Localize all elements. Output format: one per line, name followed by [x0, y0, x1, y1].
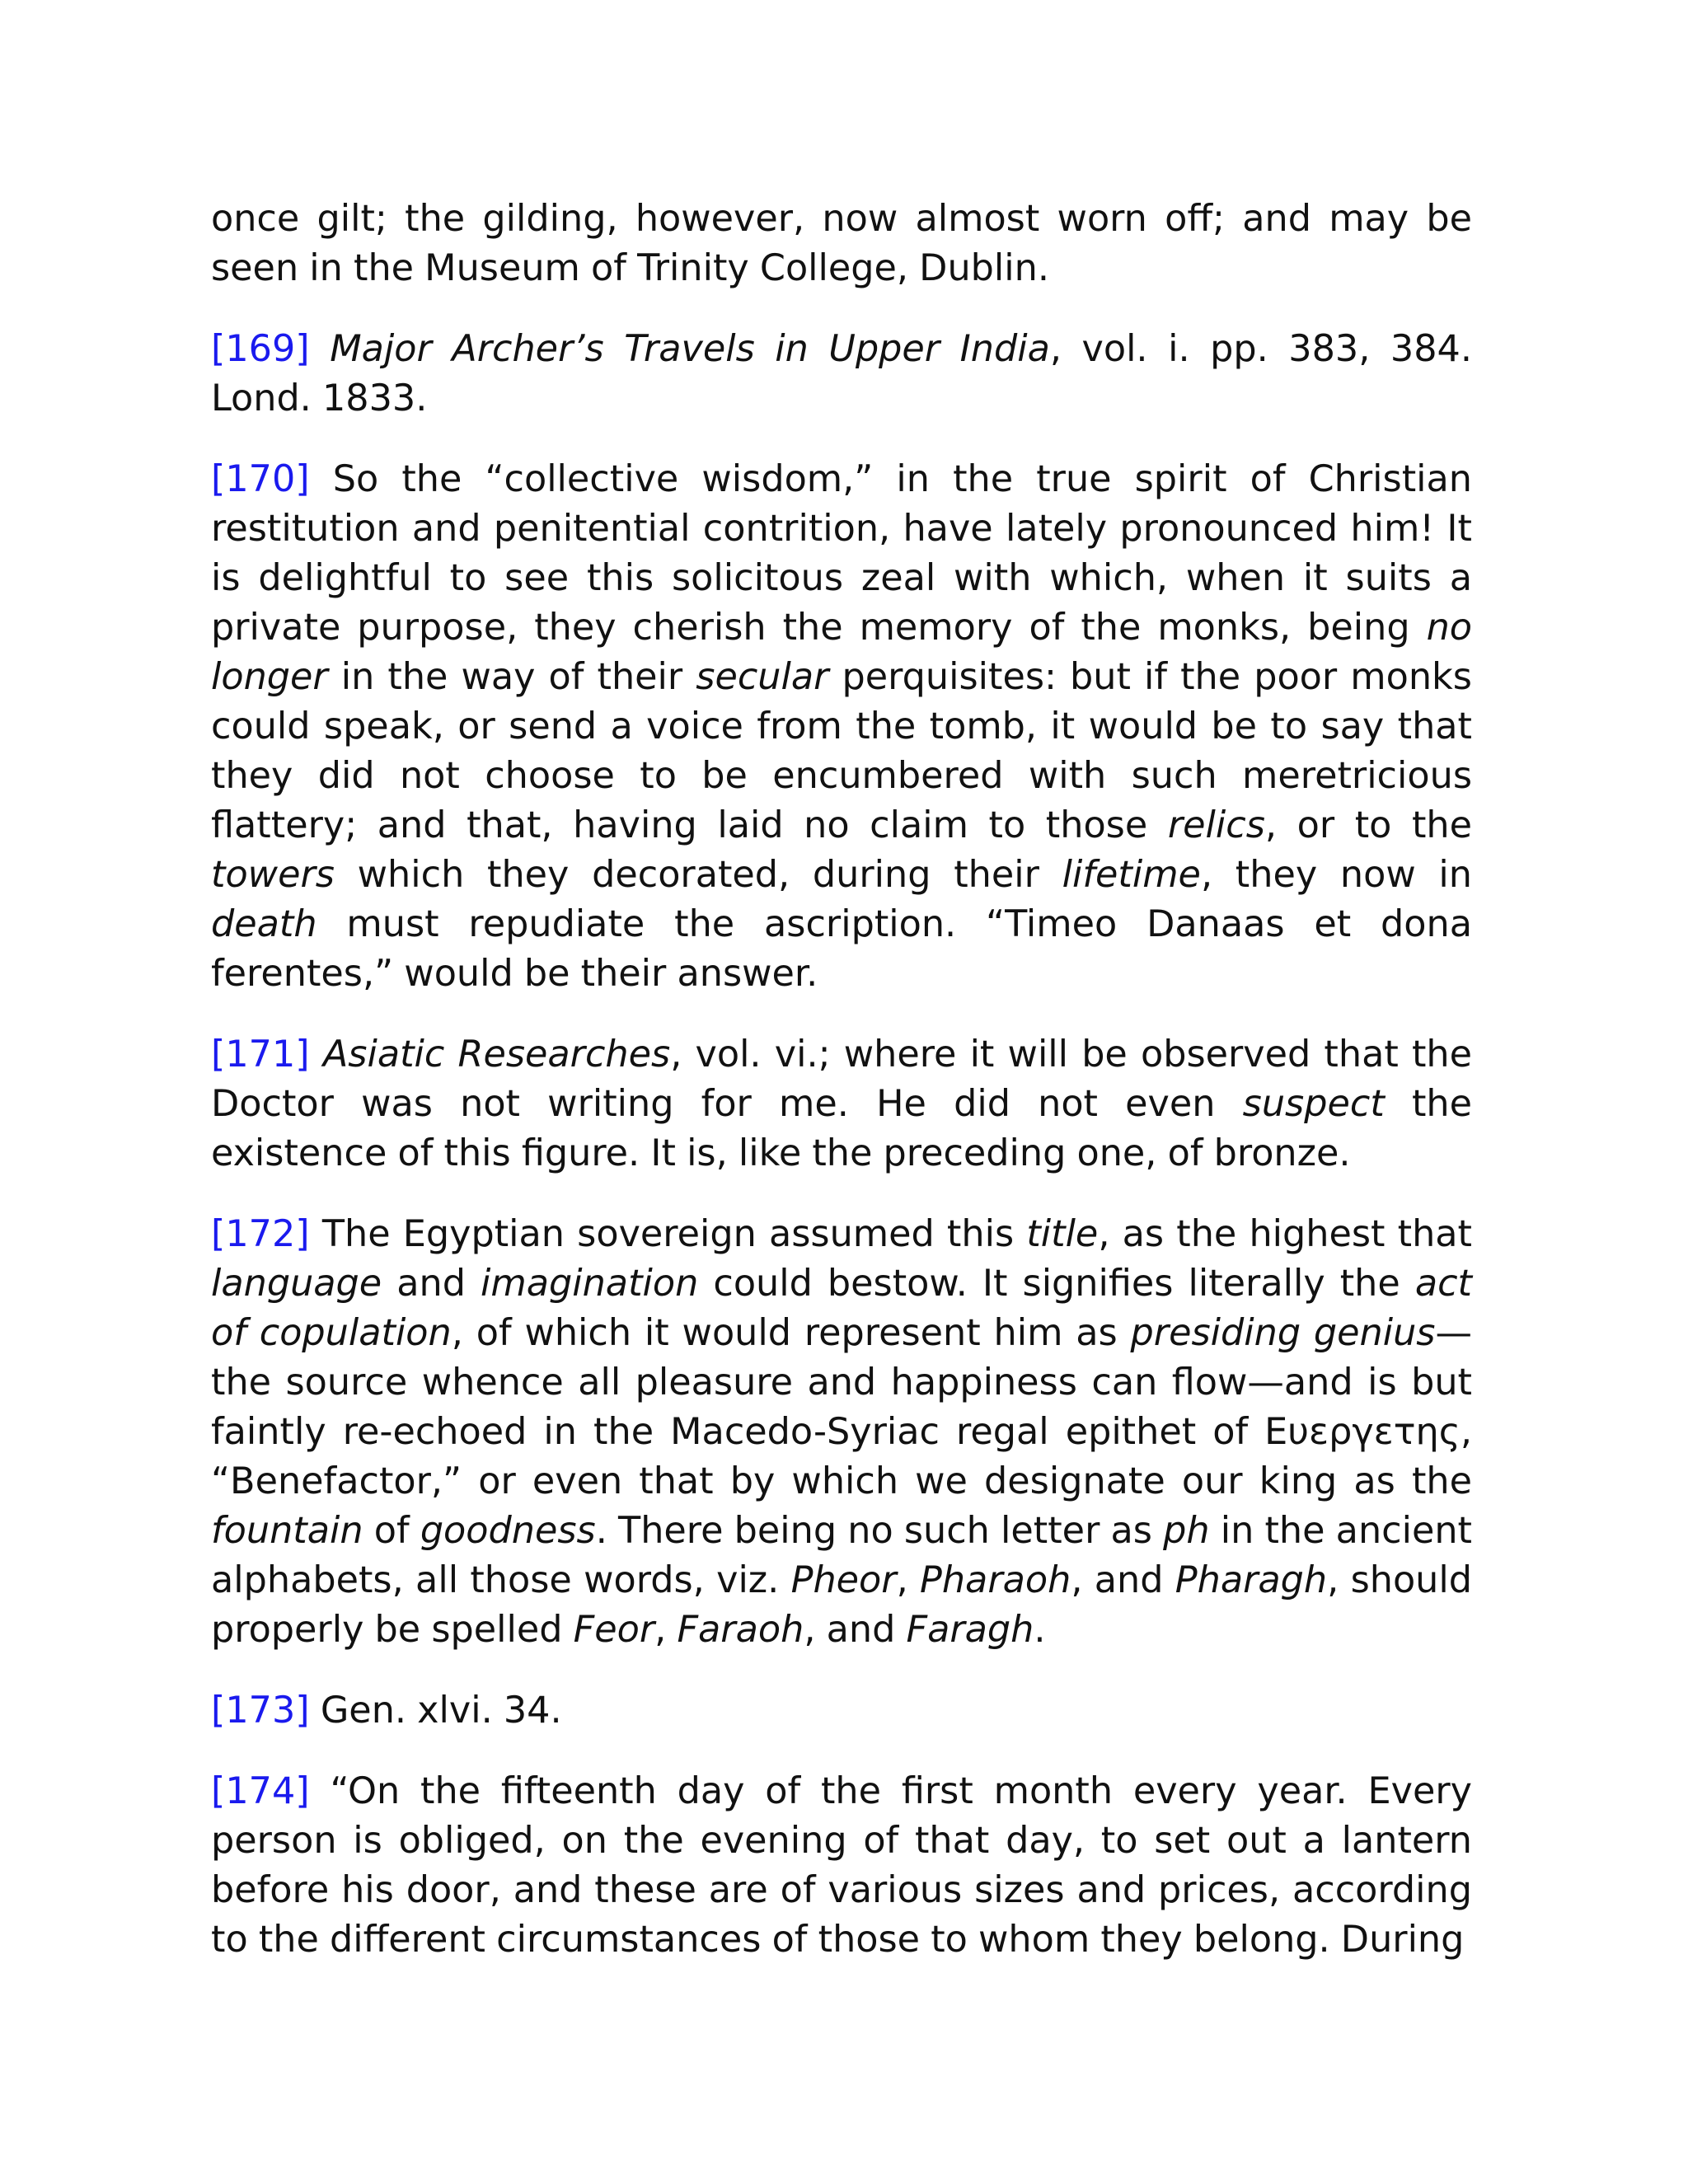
body-text: ,: [654, 1609, 678, 1651]
footnote-paragraph: [211, 1767, 1472, 1965]
body-text: . There being no such letter as: [595, 1510, 1164, 1552]
italic-text: language: [211, 1263, 382, 1305]
body-text: , vol. vi.; where it will be observed that the Doctor was not writing for me. He did not even: [211, 1033, 1472, 1125]
italic-text: no longer: [211, 607, 1472, 698]
body-text: and: [382, 1263, 481, 1305]
italic-text: Pharagh: [1175, 1559, 1328, 1601]
italic-text: death: [211, 903, 317, 945]
italic-text: Asiatic Researches: [322, 1033, 671, 1076]
body-text: The Egyptian sovereign assumed this: [321, 1213, 1027, 1255]
body-text: “On the fifteenth day of the first month every year. Every person is obliged, on the evening of that day, to set out a lantern before his door, and these are of various sizes and prices, according to the different circumstances of those to whom they belong. During: [211, 1770, 1472, 1961]
body-text: in the ancient alphabets, all those words, viz.: [211, 1510, 1473, 1601]
italic-text: title: [1026, 1213, 1099, 1255]
italic-text: fountain: [211, 1510, 363, 1552]
italic-text: ph: [1163, 1510, 1210, 1552]
italic-text: imagination: [481, 1263, 699, 1305]
italic-text: suspect: [1242, 1083, 1385, 1125]
footnote-ref-link[interactable]: [172]: [211, 1213, 310, 1255]
body-text: once gilt; the gilding, however, now almost worn off; and may be seen in the Museum of Trinity College, Dublin.: [211, 198, 1472, 289]
body-text: perquisites: but if the poor monks could speak, or send a voice from the tomb, it would be to say that they did not choose to be encumbered with such meretricious flattery; and that, having laid no claim to those: [211, 656, 1472, 846]
body-text: , as the highest that: [1098, 1213, 1473, 1255]
body-text: , should properly be spelled: [211, 1559, 1472, 1651]
body-text: , and: [1071, 1559, 1175, 1601]
body-text: .: [1034, 1609, 1046, 1651]
body-text: , vol. i. pp. 383, 384. Lond. 1833.: [211, 328, 1472, 419]
italic-text: relics: [1167, 804, 1265, 846]
footnote-ref-link[interactable]: [174]: [211, 1770, 310, 1812]
body-text: must repudiate the ascription. “Timeo Danaas et dona ferentes,” would be their answer.: [211, 903, 1472, 995]
italic-text: Feor: [573, 1609, 655, 1651]
footnote-ref-link[interactable]: [170]: [211, 458, 310, 500]
italic-text: Faragh: [906, 1609, 1034, 1651]
footnotes-page: [211, 194, 1472, 1996]
body-text: in the way of their: [327, 656, 696, 698]
body-text: So the “collective wisdom,” in the true spirit of Christian restitution and penitential contrition, have lately pronounced him! It is delightful to see this solicitous zeal with which, when it suits a private purpose, they cherish the memory of the monks, being: [211, 458, 1472, 649]
italic-text: Faraoh: [677, 1609, 804, 1651]
footnote-ref-link[interactable]: [171]: [211, 1033, 310, 1076]
italic-text: Pheor: [790, 1559, 897, 1601]
footnote-ref-link[interactable]: [173]: [211, 1690, 310, 1732]
body-text: , or to the: [1264, 804, 1472, 846]
italic-text: towers: [211, 854, 335, 896]
body-text: of: [363, 1510, 420, 1552]
body-text: ,: [896, 1559, 921, 1601]
body-text: , of which it would represent him as: [451, 1312, 1131, 1354]
body-text: the existence of this figure. It is, like the preceding one, of bronze.: [211, 1083, 1472, 1174]
italic-text: Pharaoh: [920, 1559, 1071, 1601]
italic-text: lifetime: [1062, 854, 1201, 896]
footnote-ref-link[interactable]: [169]: [211, 328, 310, 370]
footnote-paragraph: [211, 455, 1472, 999]
body-text: , they now in: [1200, 854, 1473, 896]
body-text: —the source whence all pleasure and happiness can flow—and is but faintly re-echoed in the Macedo-Syriac regal epithet of Ευεργετης, “Benefactor,” or even that by which we designate our king as the: [211, 1312, 1472, 1502]
footnote-paragraph: [211, 325, 1472, 424]
body-text: which they decorated, during their: [334, 854, 1062, 896]
italic-text: presiding genius: [1130, 1312, 1436, 1354]
footnote-paragraph: [211, 1686, 1472, 1736]
body-text: could bestow. It signifies literally the: [698, 1263, 1415, 1305]
body-text: Gen. xlvi. 34.: [320, 1690, 562, 1732]
footnote-paragraph: [211, 1210, 1472, 1655]
footnote-continuation: [211, 194, 1472, 293]
italic-text: secular: [696, 656, 829, 698]
italic-text: act of copulation: [211, 1263, 1472, 1354]
footnote-paragraph: [211, 1030, 1472, 1179]
body-text: , and: [804, 1609, 907, 1651]
italic-text: Major Archer’s Travels in Upper India: [330, 328, 1050, 370]
italic-text: goodness: [420, 1510, 596, 1552]
